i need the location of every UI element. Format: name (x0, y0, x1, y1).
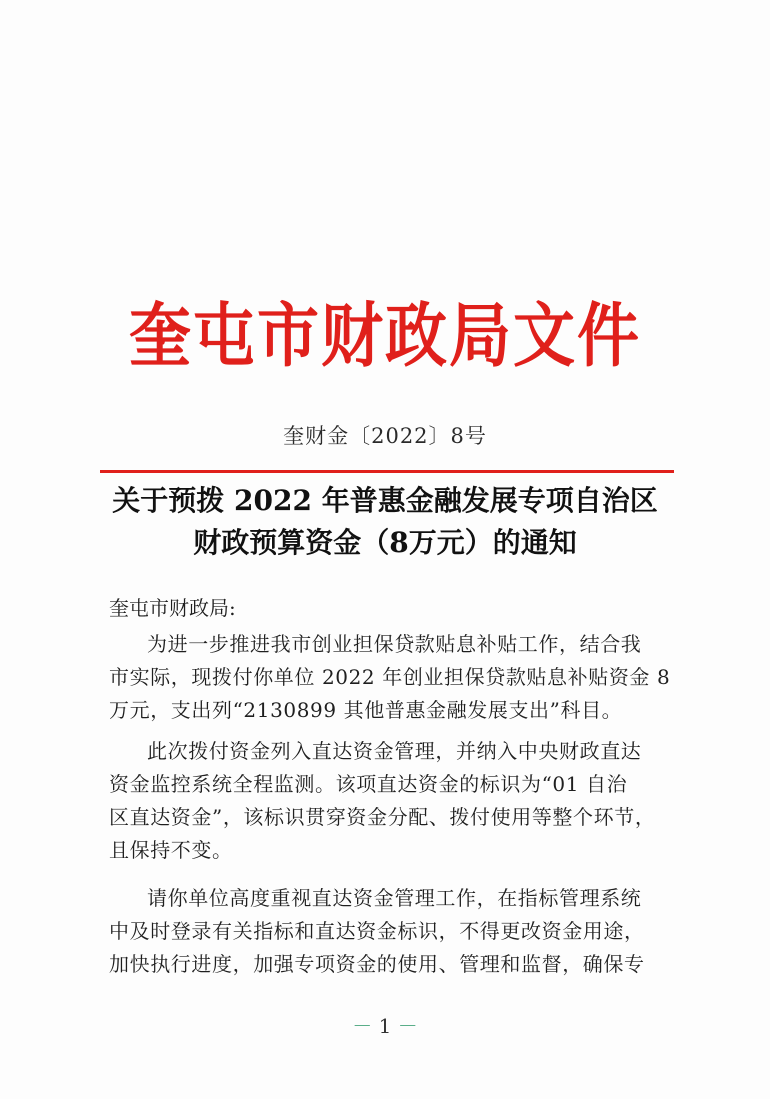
document-title (60, 480, 710, 564)
document-number: 奎财金〔2022〕8号 (283, 424, 487, 448)
paragraph-line: 为进一步推进我市创业担保贷款贴息补贴工作，结合我 (147, 632, 642, 656)
page-number (0, 1010, 770, 1039)
paragraph-line: 加快执行进度，加强专项资金的使用、管理和监督，确保专 (109, 952, 645, 976)
issuer-masthead: 奎屯市财政局文件 (128, 294, 641, 377)
paragraph-3 (109, 882, 663, 981)
addressee: 奎屯市财政局: (109, 596, 236, 620)
red-separator-line (100, 470, 674, 473)
paragraph-1 (109, 628, 671, 727)
page-dash-right: － (397, 1014, 418, 1038)
title-line-1: 关于预拨 2022 年普惠金融发展专项自治区 (112, 484, 658, 517)
paragraph-2 (109, 735, 663, 867)
paragraph-line: 请你单位高度重视直达资金管理工作，在指标管理系统 (147, 886, 642, 910)
page-dash-left: － (352, 1014, 373, 1038)
paragraph-line: 市实际，现拨付你单位 2022 年创业担保贷款贴息补贴资金 8 (109, 665, 671, 689)
page-number-value: 1 (378, 1014, 392, 1038)
paragraph-line: 万元，支出列“2130899 其他普惠金融发展支出”科目。 (109, 698, 623, 722)
paragraph-line: 资金监控系统全程监测。该项直达资金的标识为“01 自治 (109, 772, 628, 796)
paragraph-line: 此次拨付资金列入直达资金管理，并纳入中央财政直达 (147, 739, 642, 763)
paragraph-line: 且保持不变。 (109, 838, 233, 862)
paragraph-line: 区直达资金”，该标识贯穿资金分配、拨付使用等整个环节， (109, 805, 656, 829)
paragraph-line: 中及时登录有关指标和直达资金标识，不得更改资金用途， (109, 919, 645, 943)
title-line-2: 财政预算资金（8万元）的通知 (193, 526, 577, 559)
